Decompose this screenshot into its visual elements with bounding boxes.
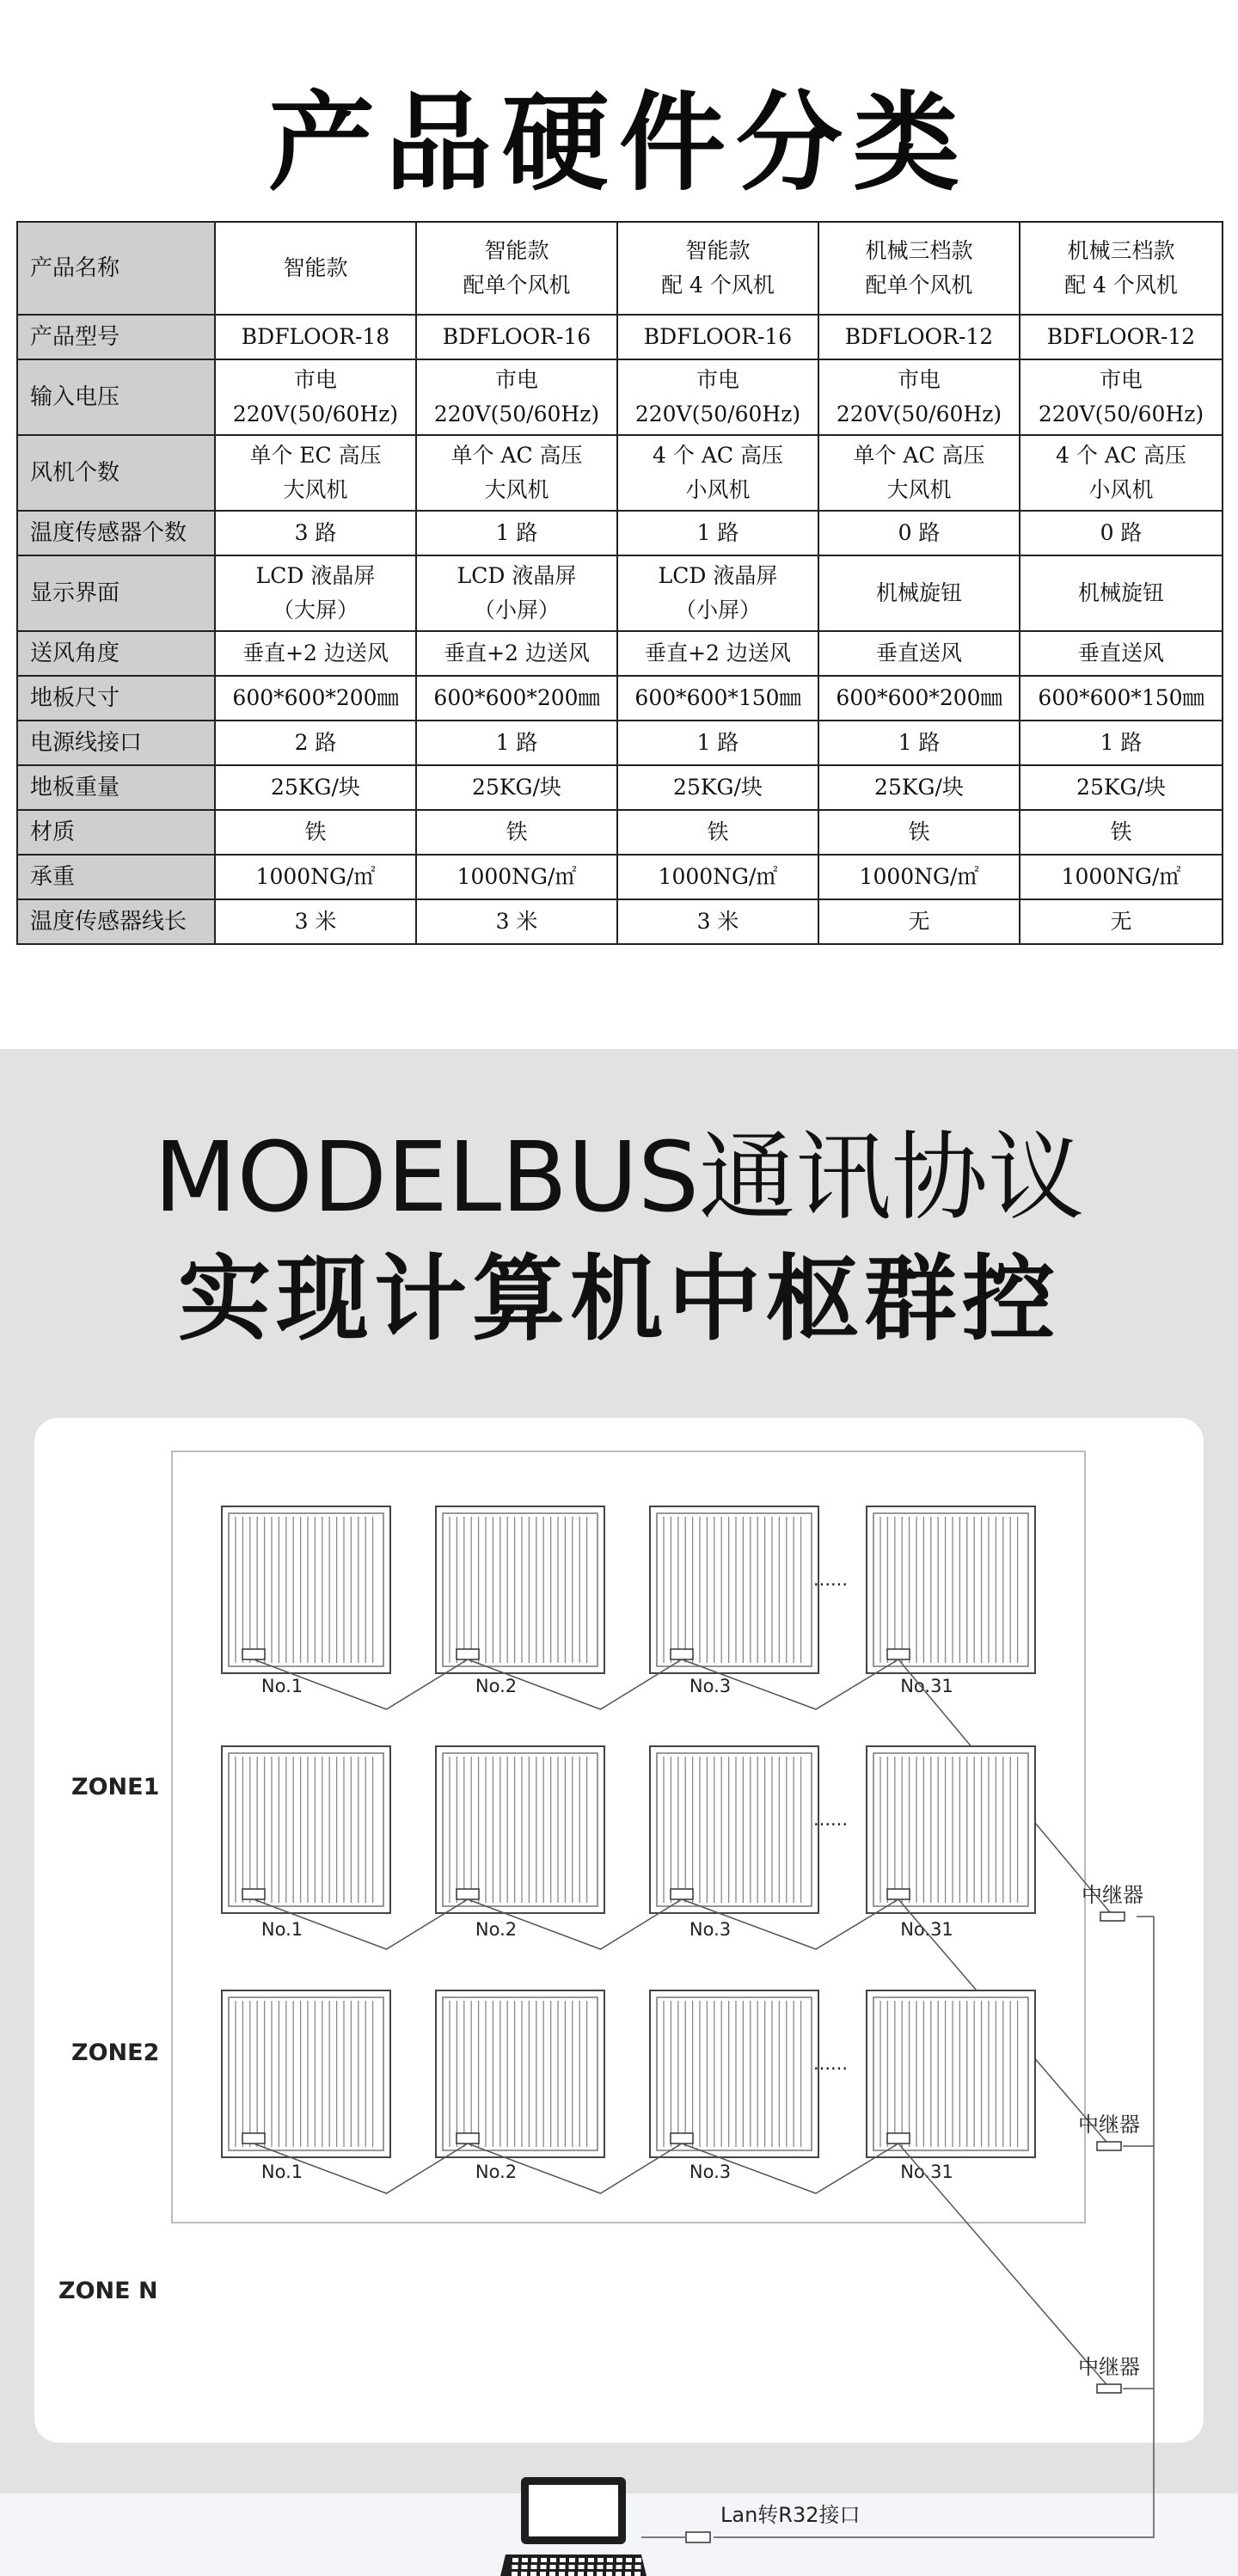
key [626,2565,632,2569]
table-cell [215,765,416,810]
row-header-cell: 温度传感器线长 [17,899,215,944]
table-cell [1020,511,1223,555]
table-cell [617,765,818,810]
table-cell [215,555,416,631]
key [579,2558,585,2562]
cell-text: 无 [908,909,930,934]
table-cell [416,435,617,511]
unit-label: No.2 [475,2162,518,2182]
key [512,2565,518,2569]
cell-text: 产品名称 [30,255,120,281]
key [531,2558,537,2562]
table-cell [416,899,617,944]
floor-unit [222,1506,390,1673]
table-row [17,899,1223,944]
table-cell [818,676,1020,721]
floor-unit [650,1506,818,1673]
cell-text: 25KG/块 [472,775,561,800]
table-cell [617,359,818,435]
cell-text: 无 [1110,909,1132,934]
cell-text: 220V(50/60Hz) [836,402,1002,426]
table-row [17,855,1223,899]
cell-text: 220V(50/60Hz) [433,402,600,426]
table-cell [416,631,617,676]
repeater-label: 中继器 [1078,2113,1140,2137]
cell-text: 4 个 AC 高压 [653,443,783,468]
table-row [17,676,1223,721]
floor-unit [867,1506,1035,1673]
key [587,2572,593,2576]
ellipsis-label: ...... [812,1809,849,1830]
key [541,2558,547,2562]
cell-text: LCD 液晶屏 [255,563,376,588]
key [588,2558,594,2562]
zone-label: ZONE2 [71,2039,160,2066]
cell-text: 2 路 [294,730,337,755]
table-cell [416,359,617,435]
cell-text: 市电 [494,367,538,392]
row-header-cell: 送风角度 [17,631,215,676]
table-cell [215,511,416,555]
row-header-cell: 材质 [17,810,215,855]
table-cell [416,511,617,555]
cell-text: 铁 [304,819,327,844]
table-cell [215,631,416,676]
unit-label: No.31 [900,2162,953,2182]
table-cell [617,855,818,899]
key [549,2572,555,2576]
cell-text: 3 米 [495,909,538,934]
protocol-title-line2: 实现计算机中枢群控 [177,1246,1060,1353]
cell-text: BDFLOOR-16 [643,324,793,349]
unit-label: No.3 [689,1919,732,1940]
key [625,2572,631,2576]
table-cell [617,721,818,765]
cell-text: 单个 AC 高压 [450,443,583,468]
cell-text: 配 4 个风机 [1064,273,1178,297]
cell-text: 0 路 [898,520,941,545]
cell-text: 机械旋钮 [875,580,962,605]
table-cell [818,810,1020,855]
protocol-title-line1: MODELBUS通讯协议 [153,1122,1085,1234]
table-cell [617,555,818,631]
row-header-cell: 输入电压 [17,359,215,435]
key [616,2558,622,2562]
table-row [17,721,1223,765]
key [541,2565,547,2569]
row-header-cell: 产品型号 [17,315,215,359]
controller-port [457,1649,479,1659]
ellipsis-label: ...... [812,2053,849,2074]
table-cell [215,810,416,855]
cell-text: 铁 [707,819,729,844]
key [530,2572,536,2576]
table-cell [818,631,1020,676]
key [540,2572,546,2576]
key [578,2572,584,2576]
cell-text: （小屏） [473,598,560,623]
table-cell [215,721,416,765]
key [512,2558,518,2562]
cell-text: 大风机 [283,477,348,502]
key [550,2565,556,2569]
table-row [17,810,1223,855]
controller-port [671,2133,693,2144]
controller-port [242,1889,265,1899]
cell-text: 智能款 [685,238,751,263]
cell-text: 3 路 [294,520,337,545]
hardware-section [0,0,1238,1049]
cell-text: 1 路 [898,730,941,755]
cell-text: 600*600*150㎜ [1038,685,1204,710]
table-cell [215,435,416,511]
table-cell [215,899,416,944]
floor-unit [222,1990,390,2157]
key [569,2565,575,2569]
floor-unit [650,1746,818,1913]
cell-text: 600*600*200㎜ [836,685,1002,710]
cell-text: 机械三档款 [865,238,973,263]
cell-text: 垂直送风 [875,641,962,665]
cell-text: 1 路 [495,520,538,545]
cell-text: 3 米 [696,909,739,934]
table-cell [215,676,416,721]
table-cell [1020,435,1223,511]
row-header-cell: 承重 [17,855,215,899]
key [560,2558,566,2562]
row-header-cell: 地板尺寸 [17,676,215,721]
key [550,2558,556,2562]
cell-text: 小风机 [685,477,751,502]
table-cell [617,435,818,511]
controller-port [887,1889,910,1899]
cell-text: 智能款 [484,238,549,263]
cell-text: 1 路 [1100,730,1143,755]
table-cell [416,555,617,631]
network-diagram-panel [34,1418,1204,2527]
key [531,2565,537,2569]
key [568,2572,574,2576]
cell-text: 配单个风机 [463,273,571,297]
cell-text: 单个 EC 高压 [249,443,382,468]
cell-text: 25KG/块 [673,775,763,800]
cell-text: 220V(50/60Hz) [232,402,399,426]
key [616,2565,622,2569]
cell-text: 垂直+2 边送风 [242,641,389,665]
row-header-cell: 温度传感器个数 [17,511,215,555]
controller-port [457,2133,479,2144]
table-cell [617,315,818,359]
controller-port [887,1649,910,1659]
unit-label: No.1 [260,1676,303,1696]
cell-text: 220V(50/60Hz) [1038,402,1204,426]
key [598,2558,604,2562]
page-title: 产品硬件分类 [267,82,970,205]
cell-text: （小屏） [674,598,761,623]
cell-text: 4 个 AC 高压 [1056,443,1186,468]
cell-text: BDFLOOR-12 [844,324,994,349]
table-row [17,435,1223,511]
cell-text: 垂直+2 边送风 [444,641,590,665]
key [635,2558,641,2562]
table-cell [1020,631,1223,676]
key [522,2558,528,2562]
table-cell [1020,315,1223,359]
key [588,2565,594,2569]
repeater-label: 中继器 [1078,2355,1140,2379]
table-cell [416,222,617,315]
cell-text: 机械三档款 [1067,238,1175,263]
key [606,2572,612,2576]
zone-label: ZONE1 [71,1774,160,1800]
cell-text: 市电 [897,367,941,392]
cell-text: BDFLOOR-16 [442,324,591,349]
cell-text: 铁 [1110,819,1132,844]
table-cell [1020,676,1223,721]
converter-box [686,2532,710,2542]
table-cell [818,555,1020,631]
table-cell [617,676,818,721]
computer-screen [529,2485,618,2536]
table-cell [1020,855,1223,899]
cell-text: 单个 AC 高压 [853,443,985,468]
table-cell [416,765,617,810]
row-header-cell: 地板重量 [17,765,215,810]
key [569,2558,575,2562]
cell-text: 1000NG/㎡ [859,864,979,889]
cell-text: 1000NG/㎡ [255,864,376,889]
protocol-section [0,1049,1238,2576]
cell-text: 1000NG/㎡ [1061,864,1181,889]
repeater-box [1097,2384,1121,2393]
floor-unit [222,1746,390,1913]
cell-text: 铁 [506,819,528,844]
key [634,2572,640,2576]
table-cell [1020,899,1223,944]
repeater-box [1097,2142,1121,2150]
table-cell [617,810,818,855]
table-row [17,511,1223,555]
key [521,2572,527,2576]
table-cell [215,855,416,899]
controller-port [242,2133,265,2144]
unit-label: No.2 [475,1919,518,1940]
repeater-box [1100,1912,1125,1921]
table-cell [617,631,818,676]
key [607,2565,613,2569]
key [626,2558,632,2562]
unit-label: No.31 [900,1919,953,1940]
network-diagram [34,1418,1204,2527]
table-cell [416,315,617,359]
cell-text: 市电 [1099,367,1143,392]
key [512,2572,518,2576]
table-cell [617,222,818,315]
cell-text: 3 米 [294,909,337,934]
table-cell [818,765,1020,810]
table-cell [215,315,416,359]
floor-unit [436,1746,604,1913]
table-row [17,315,1223,359]
key [559,2572,565,2576]
cell-text: 600*600*150㎜ [634,685,801,710]
cell-text: 1 路 [696,730,739,755]
cell-text: 垂直+2 边送风 [645,641,791,665]
cell-text: 600*600*200㎜ [232,685,399,710]
cell-text: 机械旋钮 [1077,580,1164,605]
row-header-cell [17,222,215,315]
cell-text: BDFLOOR-12 [1046,324,1196,349]
table-row [17,359,1223,435]
table-cell [818,315,1020,359]
cell-text: LCD 液晶屏 [658,563,778,588]
zone-label: ZONE N [58,2278,158,2304]
table-cell [416,676,617,721]
cell-text: 市电 [696,367,739,392]
table-cell [1020,555,1223,631]
table-cell [818,222,1020,315]
table-cell [617,511,818,555]
table-row [17,555,1223,631]
table-cell [416,810,617,855]
cell-text: 垂直送风 [1077,641,1164,665]
table-cell [818,855,1020,899]
cell-text: 1 路 [696,520,739,545]
cell-text: 600*600*200㎜ [433,685,600,710]
cell-text: 铁 [908,819,930,844]
table-cell [416,721,617,765]
cell-text: 小风机 [1088,477,1154,502]
controller-port [457,1889,479,1899]
ellipsis-label: ...... [812,1569,849,1590]
key [607,2558,613,2562]
cell-text: 25KG/块 [874,775,964,800]
cell-text: 1000NG/㎡ [658,864,778,889]
key [635,2565,641,2569]
cell-text: LCD 液晶屏 [457,563,577,588]
cell-text: 0 路 [1100,520,1143,545]
key [522,2565,528,2569]
table-cell [215,359,416,435]
cell-text: 配单个风机 [865,273,973,297]
unit-label: No.1 [260,2162,303,2182]
spec-table [16,221,1223,945]
cell-text: 220V(50/60Hz) [634,402,801,426]
repeater-label: 中继器 [1082,1883,1143,1907]
table-cell [215,222,416,315]
table-cell [818,721,1020,765]
controller-port [242,1649,265,1659]
unit-label: No.31 [900,1676,953,1696]
table-cell [818,435,1020,511]
table-cell [818,359,1020,435]
cell-text: 市电 [293,367,337,392]
unit-label: No.2 [475,1676,518,1696]
key [560,2565,566,2569]
cell-text: BDFLOOR-18 [241,324,390,349]
table-cell [818,511,1020,555]
controller-port [671,1889,693,1899]
cell-text: 25KG/块 [1076,775,1166,800]
table-row [17,631,1223,676]
row-header-cell: 显示界面 [17,555,215,631]
table-cell [416,855,617,899]
key [579,2565,585,2569]
cell-text: 1000NG/㎡ [457,864,577,889]
cell-text: 1 路 [495,730,538,755]
unit-label: No.3 [689,1676,732,1696]
floor-unit [436,1506,604,1673]
bus-wire [254,2144,1111,2389]
unit-label: No.3 [689,2162,732,2182]
floor-unit [650,1990,818,2157]
cell-text: 大风机 [886,477,952,502]
controller-port [887,2133,910,2144]
table-cell [1020,721,1223,765]
cell-text: 智能款 [283,255,348,280]
cell-text: 25KG/块 [271,775,360,800]
row-header-cell: 风机个数 [17,435,215,511]
key [598,2565,604,2569]
cell-text: 配 4 个风机 [661,273,775,297]
table-header-row [17,222,1223,315]
table-cell [1020,810,1223,855]
unit-label: No.1 [260,1919,303,1940]
table-row [17,765,1223,810]
key [597,2572,603,2576]
floor-unit [867,1746,1035,1913]
table-cell [818,899,1020,944]
controller-port [671,1649,693,1659]
table-cell [1020,359,1223,435]
row-header-cell: 电源线接口 [17,721,215,765]
converter-label: Lan转R32接口 [720,2503,861,2527]
table-cell [1020,222,1223,315]
cell-text: 大风机 [484,477,549,502]
table-cell [1020,765,1223,810]
key [616,2572,622,2576]
floor-unit [436,1990,604,2157]
table-cell [617,899,818,944]
floor-unit [867,1990,1035,2157]
cell-text: （大屏） [272,598,359,623]
